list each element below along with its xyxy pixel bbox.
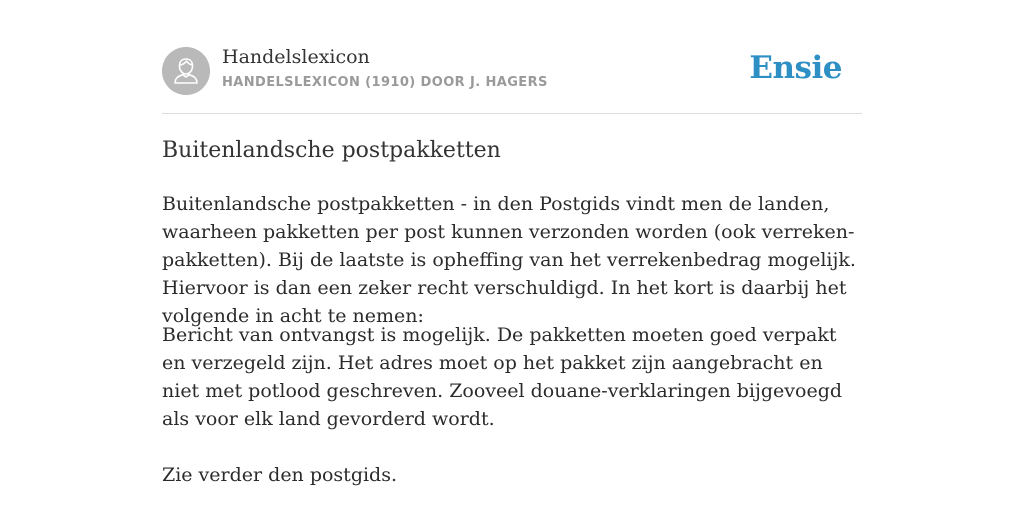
article-paragraph-1: Buitenlandsche postpakketten - in den Postgids vindt men de landen, waarheen pakketten per post kunnen verzonden worden (ook verreken-pakketten). Bij de laatste is opheffing van het verrekenbedrag mogelijk. Hiervoor is dan een zeker recht verschuldigd. In het kort is daarbij het volgende in acht te nemen: [162, 193, 856, 327]
article-title: Buitenlandsche postpakketten [162, 138, 501, 163]
source-subtitle: HANDELSLEXICON (1910) DOOR J. HAGERS [222, 75, 548, 90]
user-avatar-icon[interactable] [162, 47, 210, 95]
page-container [162, 0, 862, 486]
article-paragraph-2: Bericht van ontvangst is mogelijk. De pakketten moeten goed verpakt en verzegeld zijn. Het adres moet op het pakket zijn aangebracht en niet met potlood geschreven. Zooveel douane-verklaringen bijgevoegd als voor elk land gevorderd wordt. [162, 324, 843, 430]
source-name[interactable]: Handelslexicon [222, 46, 370, 68]
ensie-logo[interactable]: Ensie [749, 50, 842, 86]
page-header [162, 0, 862, 114]
article-paragraph-3: Zie verder den postgids. [162, 464, 398, 486]
